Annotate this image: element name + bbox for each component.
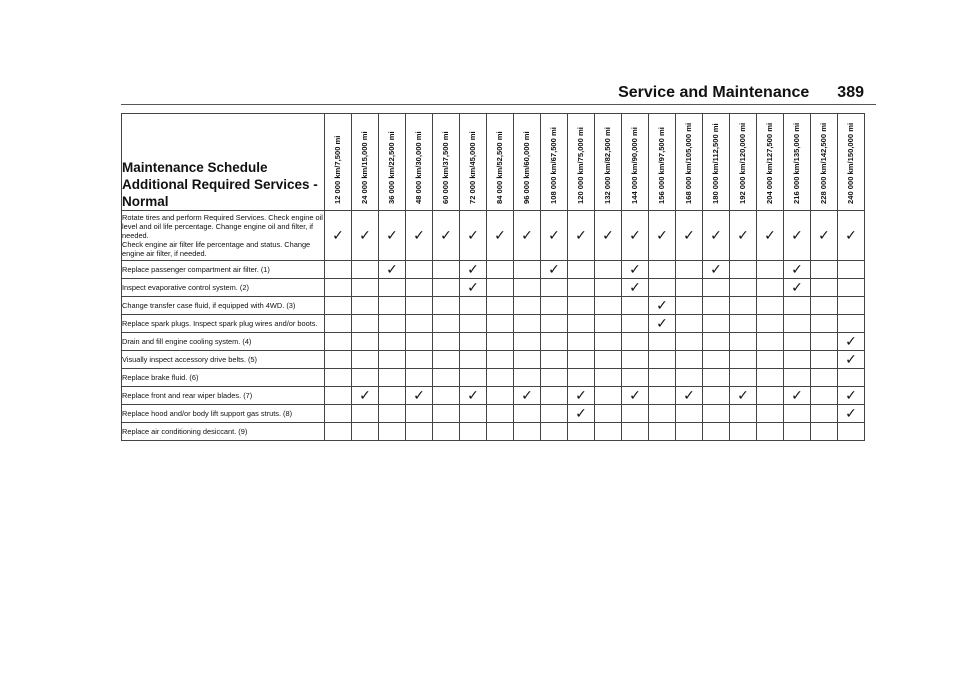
empty-cell [811, 387, 838, 405]
checkmark-icon: ✓ [676, 211, 703, 261]
interval-header [676, 114, 703, 211]
checkmark-icon: ✓ [649, 315, 676, 333]
empty-cell [514, 279, 541, 297]
interval-header [514, 114, 541, 211]
interval-label: 156 000 km/97,500 mi [657, 127, 666, 204]
empty-cell [406, 351, 433, 369]
empty-cell [325, 315, 352, 333]
empty-cell [703, 351, 730, 369]
empty-cell [487, 351, 514, 369]
empty-cell [757, 333, 784, 351]
empty-cell [676, 333, 703, 351]
empty-cell [757, 279, 784, 297]
empty-cell [379, 315, 406, 333]
checkmark-icon: ✓ [784, 387, 811, 405]
empty-cell [595, 315, 622, 333]
checkmark-icon: ✓ [838, 211, 865, 261]
checkmark-icon: ✓ [460, 261, 487, 279]
empty-cell [541, 405, 568, 423]
empty-cell [784, 423, 811, 441]
empty-cell [703, 297, 730, 315]
empty-cell [325, 333, 352, 351]
checkmark-icon: ✓ [352, 211, 379, 261]
empty-cell [811, 261, 838, 279]
empty-cell [352, 369, 379, 387]
empty-cell [730, 279, 757, 297]
interval-label: 132 000 km/82,500 mi [603, 127, 612, 204]
interval-header [541, 114, 568, 211]
empty-cell [784, 351, 811, 369]
empty-cell [379, 279, 406, 297]
empty-cell [487, 387, 514, 405]
empty-cell [514, 297, 541, 315]
checkmark-icon: ✓ [460, 279, 487, 297]
empty-cell [433, 387, 460, 405]
empty-cell [379, 297, 406, 315]
empty-cell [541, 279, 568, 297]
empty-cell [649, 405, 676, 423]
empty-cell [649, 261, 676, 279]
empty-cell [460, 423, 487, 441]
empty-cell [514, 369, 541, 387]
checkmark-icon: ✓ [649, 211, 676, 261]
empty-cell [379, 351, 406, 369]
checkmark-icon: ✓ [487, 211, 514, 261]
checkmark-icon: ✓ [568, 211, 595, 261]
empty-cell [406, 405, 433, 423]
empty-cell [568, 279, 595, 297]
empty-cell [649, 351, 676, 369]
empty-cell [703, 423, 730, 441]
checkmark-icon: ✓ [838, 405, 865, 423]
empty-cell [325, 369, 352, 387]
empty-cell [487, 333, 514, 351]
table-row [122, 423, 865, 441]
interval-header [784, 114, 811, 211]
empty-cell [811, 297, 838, 315]
empty-cell [595, 333, 622, 351]
empty-cell [676, 351, 703, 369]
empty-cell [514, 315, 541, 333]
empty-cell [568, 315, 595, 333]
empty-cell [811, 423, 838, 441]
interval-label: 72 000 km/45,000 mi [468, 131, 477, 204]
empty-cell [730, 297, 757, 315]
checkmark-icon: ✓ [838, 333, 865, 351]
interval-header [406, 114, 433, 211]
interval-header [757, 114, 784, 211]
empty-cell [541, 333, 568, 351]
checkmark-icon: ✓ [406, 211, 433, 261]
empty-cell [595, 279, 622, 297]
empty-cell [784, 297, 811, 315]
empty-cell [541, 297, 568, 315]
interval-header [379, 114, 406, 211]
empty-cell [514, 261, 541, 279]
maintenance-schedule-table [121, 113, 865, 441]
checkmark-icon: ✓ [811, 211, 838, 261]
empty-cell [595, 369, 622, 387]
empty-cell [811, 279, 838, 297]
table-row [122, 261, 865, 279]
empty-cell [730, 369, 757, 387]
checkmark-icon: ✓ [703, 211, 730, 261]
empty-cell [352, 261, 379, 279]
empty-cell [784, 315, 811, 333]
empty-cell [595, 387, 622, 405]
empty-cell [406, 315, 433, 333]
empty-cell [433, 261, 460, 279]
interval-label: 48 000 km/30,000 mi [414, 131, 423, 204]
empty-cell [325, 261, 352, 279]
empty-cell [595, 405, 622, 423]
checkmark-icon: ✓ [541, 211, 568, 261]
checkmark-icon: ✓ [622, 211, 649, 261]
empty-cell [811, 333, 838, 351]
empty-cell [433, 315, 460, 333]
interval-label: 12 000 km/7,500 mi [333, 135, 342, 204]
empty-cell [379, 333, 406, 351]
empty-cell [757, 297, 784, 315]
empty-cell [379, 387, 406, 405]
interval-header [838, 114, 865, 211]
interval-header [703, 114, 730, 211]
empty-cell [406, 369, 433, 387]
empty-cell [757, 405, 784, 423]
empty-cell [541, 369, 568, 387]
checkmark-icon: ✓ [838, 351, 865, 369]
empty-cell [649, 333, 676, 351]
empty-cell [352, 351, 379, 369]
empty-cell [433, 423, 460, 441]
empty-cell [649, 423, 676, 441]
table-row [122, 369, 865, 387]
empty-cell [703, 279, 730, 297]
empty-cell [433, 297, 460, 315]
table-row [122, 351, 865, 369]
empty-cell [433, 405, 460, 423]
interval-label: 96 000 km/60,000 mi [522, 131, 531, 204]
empty-cell [325, 297, 352, 315]
empty-cell [811, 351, 838, 369]
empty-cell [487, 297, 514, 315]
empty-cell [838, 315, 865, 333]
checkmark-icon: ✓ [595, 211, 622, 261]
empty-cell [595, 297, 622, 315]
interval-label: 240 000 km/150,000 mi [846, 122, 855, 204]
empty-cell [379, 423, 406, 441]
empty-cell [676, 261, 703, 279]
empty-cell [595, 423, 622, 441]
empty-cell [406, 279, 433, 297]
interval-header [568, 114, 595, 211]
checkmark-icon: ✓ [352, 387, 379, 405]
empty-cell [568, 351, 595, 369]
service-description: Visually inspect accessory drive belts. (5) [122, 351, 325, 369]
interval-label: 120 000 km/75,000 mi [576, 127, 585, 204]
empty-cell [649, 369, 676, 387]
checkmark-icon: ✓ [433, 211, 460, 261]
checkmark-icon: ✓ [514, 211, 541, 261]
interval-header [487, 114, 514, 211]
empty-cell [487, 405, 514, 423]
empty-cell [406, 297, 433, 315]
interval-label: 60 000 km/37,500 mi [441, 131, 450, 204]
table-title: Maintenance Schedule Additional Required Services - Normal [122, 114, 325, 211]
interval-label: 204 000 km/127,500 mi [765, 122, 774, 204]
empty-cell [730, 333, 757, 351]
interval-header [811, 114, 838, 211]
checkmark-icon: ✓ [622, 279, 649, 297]
checkmark-icon: ✓ [730, 211, 757, 261]
empty-cell [703, 369, 730, 387]
empty-cell [433, 369, 460, 387]
checkmark-icon: ✓ [622, 387, 649, 405]
empty-cell [487, 261, 514, 279]
interval-label: 36 000 km/22,500 mi [387, 131, 396, 204]
interval-header [595, 114, 622, 211]
empty-cell [622, 351, 649, 369]
page-number: 389 [837, 84, 864, 101]
empty-cell [649, 279, 676, 297]
empty-cell [325, 351, 352, 369]
checkmark-icon: ✓ [541, 261, 568, 279]
service-description: Drain and fill engine cooling system. (4) [122, 333, 325, 351]
empty-cell [757, 369, 784, 387]
empty-cell [838, 423, 865, 441]
empty-cell [460, 405, 487, 423]
empty-cell [379, 405, 406, 423]
empty-cell [325, 387, 352, 405]
empty-cell [460, 351, 487, 369]
interval-label: 24 000 km/15,000 mi [360, 131, 369, 204]
empty-cell [352, 297, 379, 315]
checkmark-icon: ✓ [460, 387, 487, 405]
service-description: Replace spark plugs. Inspect spark plug wires and/or boots. [122, 315, 325, 333]
empty-cell [352, 315, 379, 333]
empty-cell [757, 351, 784, 369]
empty-cell [730, 351, 757, 369]
checkmark-icon: ✓ [730, 387, 757, 405]
empty-cell [514, 333, 541, 351]
service-description: Replace air conditioning desiccant. (9) [122, 423, 325, 441]
empty-cell [730, 405, 757, 423]
interval-header [649, 114, 676, 211]
empty-cell [730, 423, 757, 441]
empty-cell [703, 333, 730, 351]
checkmark-icon: ✓ [460, 211, 487, 261]
service-description: Replace brake fluid. (6) [122, 369, 325, 387]
service-description: Change transfer case fluid, if equipped with 4WD. (3) [122, 297, 325, 315]
empty-cell [433, 351, 460, 369]
empty-cell [676, 279, 703, 297]
interval-label: 168 000 km/105,000 mi [684, 122, 693, 204]
interval-header [325, 114, 352, 211]
empty-cell [649, 387, 676, 405]
interval-label: 216 000 km/135,000 mi [792, 122, 801, 204]
empty-cell [622, 315, 649, 333]
empty-cell [325, 405, 352, 423]
interval-label: 144 000 km/90,000 mi [630, 127, 639, 204]
empty-cell [811, 315, 838, 333]
service-description: Inspect evaporative control system. (2) [122, 279, 325, 297]
empty-cell [784, 369, 811, 387]
empty-cell [622, 333, 649, 351]
table-row [122, 279, 865, 297]
empty-cell [541, 423, 568, 441]
empty-cell [622, 369, 649, 387]
empty-cell [487, 369, 514, 387]
empty-cell [487, 423, 514, 441]
checkmark-icon: ✓ [676, 387, 703, 405]
table-row [122, 333, 865, 351]
empty-cell [838, 261, 865, 279]
empty-cell [460, 369, 487, 387]
checkmark-icon: ✓ [784, 279, 811, 297]
empty-cell [487, 315, 514, 333]
checkmark-icon: ✓ [514, 387, 541, 405]
empty-cell [757, 423, 784, 441]
service-description: Replace passenger compartment air filter. (1) [122, 261, 325, 279]
checkmark-icon: ✓ [379, 261, 406, 279]
empty-cell [676, 369, 703, 387]
header-rule [121, 104, 876, 105]
service-description: Rotate tires and perform Required Services. Check engine oil level and oil life percentage. Change engine oil and filter, if needed. Check engine air filter life percentage and status. Change engine air filter, if needed. [122, 211, 325, 261]
service-description: Replace hood and/or body lift support gas struts. (8) [122, 405, 325, 423]
checkmark-icon: ✓ [784, 261, 811, 279]
empty-cell [406, 333, 433, 351]
table-row [122, 405, 865, 423]
table-row [122, 211, 865, 261]
checkmark-icon: ✓ [784, 211, 811, 261]
checkmark-icon: ✓ [703, 261, 730, 279]
empty-cell [514, 405, 541, 423]
empty-cell [352, 405, 379, 423]
table-row [122, 387, 865, 405]
interval-label: 108 000 km/67,500 mi [549, 127, 558, 204]
empty-cell [406, 261, 433, 279]
table-row [122, 315, 865, 333]
empty-cell [568, 333, 595, 351]
checkmark-icon: ✓ [379, 211, 406, 261]
empty-cell [622, 405, 649, 423]
empty-cell [622, 423, 649, 441]
empty-cell [325, 279, 352, 297]
empty-cell [784, 333, 811, 351]
empty-cell [730, 315, 757, 333]
interval-label: 192 000 km/120,000 mi [738, 122, 747, 204]
checkmark-icon: ✓ [568, 387, 595, 405]
interval-header [433, 114, 460, 211]
section-title: Service and Maintenance [618, 84, 810, 101]
empty-cell [568, 369, 595, 387]
empty-cell [622, 297, 649, 315]
interval-label: 84 000 km/52,500 mi [495, 131, 504, 204]
empty-cell [352, 423, 379, 441]
checkmark-icon: ✓ [838, 387, 865, 405]
interval-header [622, 114, 649, 211]
empty-cell [838, 369, 865, 387]
checkmark-icon: ✓ [406, 387, 433, 405]
empty-cell [703, 387, 730, 405]
empty-cell [568, 297, 595, 315]
page-header [121, 83, 864, 103]
checkmark-icon: ✓ [568, 405, 595, 423]
empty-cell [541, 387, 568, 405]
empty-cell [325, 423, 352, 441]
empty-cell [379, 369, 406, 387]
empty-cell [703, 315, 730, 333]
empty-cell [811, 369, 838, 387]
checkmark-icon: ✓ [757, 211, 784, 261]
empty-cell [460, 333, 487, 351]
empty-cell [352, 279, 379, 297]
empty-cell [676, 315, 703, 333]
empty-cell [757, 315, 784, 333]
table-header-row [122, 114, 865, 211]
interval-label: 180 000 km/112,500 mi [711, 123, 720, 204]
empty-cell [784, 405, 811, 423]
empty-cell [811, 405, 838, 423]
empty-cell [352, 333, 379, 351]
empty-cell [757, 261, 784, 279]
checkmark-icon: ✓ [325, 211, 352, 261]
empty-cell [433, 333, 460, 351]
checkmark-icon: ✓ [649, 297, 676, 315]
interval-label: 228 000 km/142,500 mi [819, 122, 828, 204]
empty-cell [541, 315, 568, 333]
checkmark-icon: ✓ [622, 261, 649, 279]
empty-cell [595, 261, 622, 279]
table-body [122, 211, 865, 441]
empty-cell [568, 423, 595, 441]
empty-cell [676, 423, 703, 441]
empty-cell [676, 405, 703, 423]
interval-header [730, 114, 757, 211]
empty-cell [487, 279, 514, 297]
empty-cell [568, 261, 595, 279]
interval-header [352, 114, 379, 211]
empty-cell [838, 279, 865, 297]
empty-cell [676, 297, 703, 315]
empty-cell [514, 423, 541, 441]
empty-cell [514, 351, 541, 369]
empty-cell [541, 351, 568, 369]
empty-cell [595, 351, 622, 369]
empty-cell [406, 423, 433, 441]
interval-header [460, 114, 487, 211]
empty-cell [730, 261, 757, 279]
empty-cell [703, 405, 730, 423]
service-description: Replace front and rear wiper blades. (7) [122, 387, 325, 405]
empty-cell [460, 315, 487, 333]
empty-cell [838, 297, 865, 315]
table-row [122, 297, 865, 315]
empty-cell [460, 297, 487, 315]
empty-cell [433, 279, 460, 297]
empty-cell [757, 387, 784, 405]
